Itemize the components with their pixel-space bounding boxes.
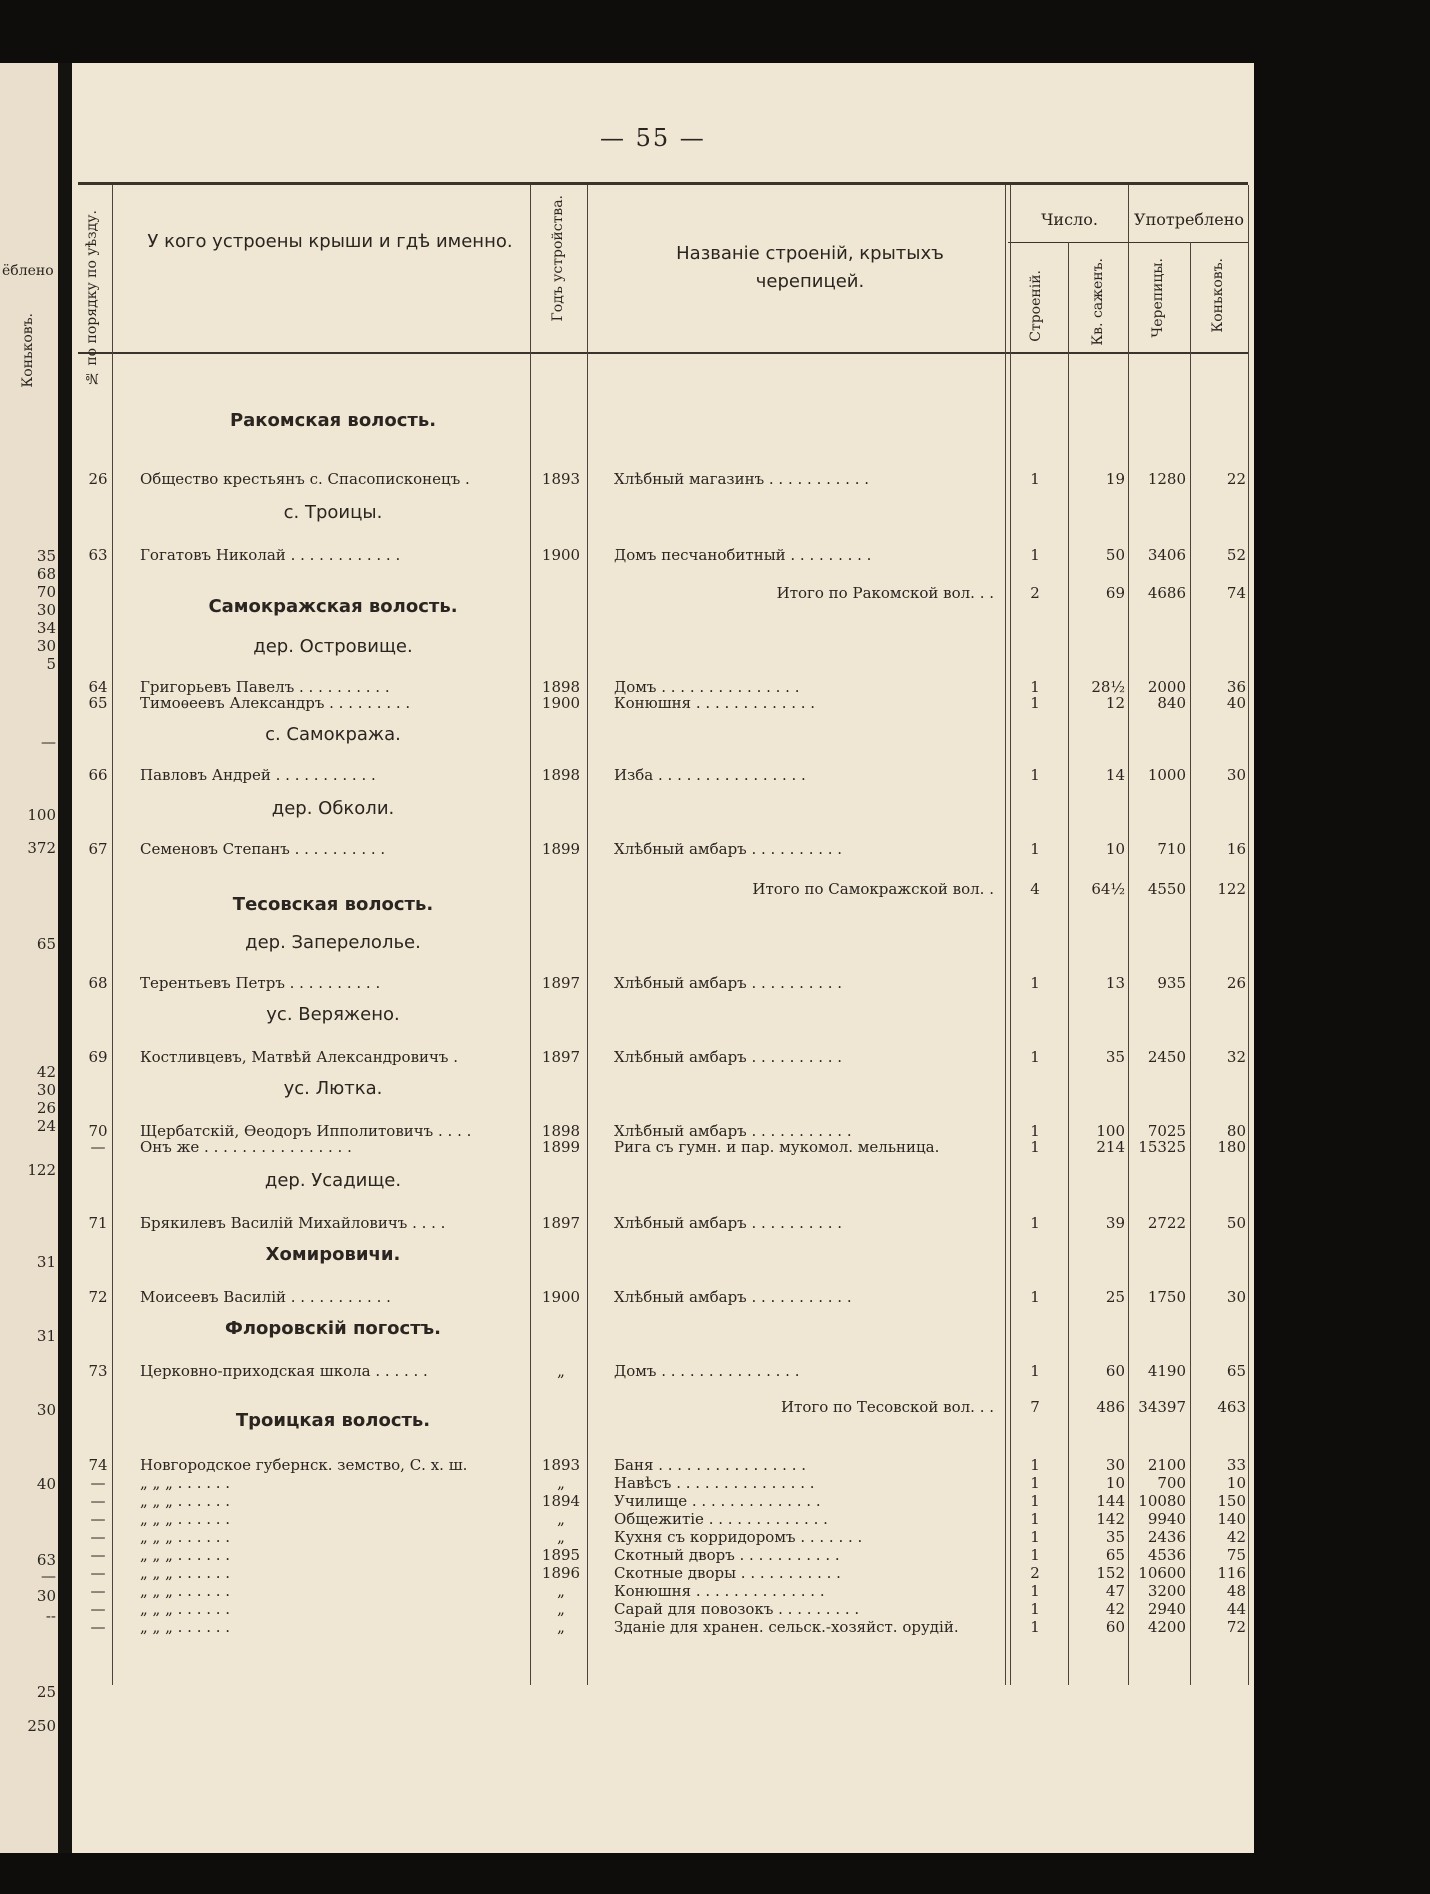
table-row (0, 974, 1260, 993)
tiles-count: 1000 (1147, 766, 1186, 784)
row-number: 68 (88, 974, 108, 992)
owner-name: „ „ „ . . . . . . (140, 1618, 231, 1636)
buildings-count: 4 (1030, 880, 1040, 898)
header-top-rule (78, 182, 1248, 185)
table-row (0, 1492, 1260, 1511)
section-heading: ус. Веряжено. (266, 1004, 400, 1025)
header-col-ridges: Коньковъ. (1210, 258, 1226, 333)
building-name: Хлѣбный амбаръ . . . . . . . . . . (614, 1048, 843, 1066)
year-built: 1896 (541, 1564, 581, 1582)
left-page-number: 30 (36, 1401, 56, 1419)
buildings-count: 1 (1030, 1600, 1040, 1618)
building-name: Общежитіе . . . . . . . . . . . . . (614, 1510, 828, 1528)
row-number: — (90, 1600, 106, 1618)
ridges-count: 463 (1217, 1398, 1246, 1416)
building-name: Домъ . . . . . . . . . . . . . . . (614, 1362, 800, 1380)
year-built: „ (557, 1362, 565, 1380)
buildings-count: 1 (1030, 678, 1040, 696)
row-number: — (90, 1618, 106, 1636)
building-name: Домъ песчанобитный . . . . . . . . . (614, 546, 872, 564)
buildings-count: 2 (1030, 584, 1040, 602)
left-page-number: 100 (27, 806, 56, 824)
header-group-count: Число. (1041, 210, 1098, 229)
owner-name: „ „ „ . . . . . . (140, 1528, 231, 1546)
header-col-who: У кого устроены крыши и гдѣ именно. (147, 231, 513, 252)
year-built: „ (557, 1474, 565, 1492)
total-row (0, 1398, 1260, 1417)
building-name: Конюшня . . . . . . . . . . . . . (614, 694, 816, 712)
table-row (0, 1564, 1260, 1583)
ridges-count: 26 (1226, 974, 1246, 992)
year-built: 1894 (541, 1492, 581, 1510)
row-number: 65 (88, 694, 108, 712)
header-col-no: № по порядку по уѣзду. (84, 210, 100, 387)
row-number: 71 (88, 1214, 108, 1232)
table-row (0, 1362, 1260, 1381)
ridges-count: 32 (1226, 1048, 1246, 1066)
table-row (0, 766, 1260, 785)
tiles-count: 7025 (1147, 1122, 1186, 1140)
sazhen-count: 64½ (1091, 880, 1125, 898)
section-heading: ус. Лютка. (283, 1078, 383, 1099)
tiles-count: 10080 (1138, 1492, 1186, 1510)
tiles-count: 4536 (1147, 1546, 1186, 1564)
year-built: 1893 (541, 470, 581, 488)
left-header-fragment: ёблено (2, 263, 54, 279)
building-name: Конюшня . . . . . . . . . . . . . . (614, 1582, 825, 1600)
header-group-used: Употреблено (1134, 210, 1244, 229)
section-heading: дер. Усадище. (264, 1170, 402, 1191)
sazhen-count: 12 (1105, 694, 1125, 712)
section-heading: Флоровскій погостъ. (224, 1318, 442, 1339)
buildings-count: 1 (1030, 470, 1040, 488)
row-number: 26 (88, 470, 108, 488)
buildings-count: 1 (1030, 766, 1040, 784)
sazhen-count: 142 (1096, 1510, 1125, 1528)
buildings-count: 1 (1030, 1510, 1040, 1528)
building-name: Кухня съ корридоромъ . . . . . . . (614, 1528, 863, 1546)
sazhen-count: 35 (1105, 1048, 1125, 1066)
tiles-count: 2100 (1147, 1456, 1186, 1474)
table-row (0, 840, 1260, 859)
building-name: Изба . . . . . . . . . . . . . . . . (614, 766, 806, 784)
left-page-number: 31 (36, 1327, 56, 1345)
row-number: — (90, 1582, 106, 1600)
ridges-count: 74 (1226, 584, 1246, 602)
left-page-number: 5 (46, 655, 56, 673)
owner-name: Онъ же . . . . . . . . . . . . . . . . (140, 1138, 352, 1156)
left-page-number: 24 (36, 1117, 56, 1135)
owner-name: „ „ „ . . . . . . (140, 1510, 231, 1528)
building-name: Рига съ гумн. и пар. мукомол. мельница. (614, 1138, 940, 1156)
row-number: 67 (88, 840, 108, 858)
ridges-count: 10 (1226, 1474, 1246, 1492)
row-number: 64 (88, 678, 108, 696)
ridges-count: 116 (1217, 1564, 1246, 1582)
sazhen-count: 42 (1105, 1600, 1125, 1618)
tiles-count: 710 (1157, 840, 1186, 858)
buildings-count: 1 (1030, 1492, 1040, 1510)
total-label: Итого по Тесовской вол. . . (780, 1398, 994, 1416)
ridges-count: 140 (1217, 1510, 1246, 1528)
owner-name: „ „ „ . . . . . . (140, 1564, 231, 1582)
header-bottom-rule (78, 352, 1248, 354)
table-row (0, 470, 1260, 489)
left-page-number: -- (45, 1607, 56, 1625)
ridges-count: 30 (1226, 766, 1246, 784)
tiles-count: 840 (1157, 694, 1186, 712)
year-built: „ (557, 1510, 565, 1528)
left-page-number: — (41, 1567, 56, 1585)
ridges-count: 48 (1226, 1582, 1246, 1600)
sazhen-count: 50 (1105, 546, 1125, 564)
owner-name: Семеновъ Степанъ . . . . . . . . . . (140, 840, 386, 858)
tiles-count: 15325 (1138, 1138, 1186, 1156)
left-page-number: 30 (36, 1081, 56, 1099)
buildings-count: 1 (1030, 1138, 1040, 1156)
buildings-count: 1 (1030, 1618, 1040, 1636)
owner-name: Моисеевъ Василій . . . . . . . . . . . (140, 1288, 391, 1306)
year-built: 1895 (541, 1546, 581, 1564)
year-built: „ (557, 1528, 565, 1546)
sazhen-count: 35 (1105, 1528, 1125, 1546)
owner-name: „ „ „ . . . . . . (140, 1492, 231, 1510)
left-page-number: 70 (36, 583, 56, 601)
table-row (0, 1048, 1260, 1067)
ridges-count: 65 (1226, 1362, 1246, 1380)
page-number: — 55 — (600, 124, 706, 152)
year-built: 1897 (541, 1214, 581, 1232)
tiles-count: 2940 (1147, 1600, 1186, 1618)
ridges-count: 22 (1226, 470, 1246, 488)
buildings-count: 1 (1030, 1048, 1040, 1066)
ridges-count: 36 (1226, 678, 1246, 696)
buildings-count: 1 (1030, 1362, 1040, 1380)
header-col-name: Названіе строеній, крытыхъ черепицей. (676, 243, 944, 292)
table-row (0, 546, 1260, 565)
building-name: Домъ . . . . . . . . . . . . . . . (614, 678, 800, 696)
building-name: Училище . . . . . . . . . . . . . . (614, 1492, 821, 1510)
year-built: 1898 (541, 1122, 581, 1140)
row-number: — (90, 1564, 106, 1582)
ridges-count: 50 (1226, 1214, 1246, 1232)
owner-name: Гогатовъ Николай . . . . . . . . . . . . (140, 546, 401, 564)
header-col-year: Годъ устройства. (550, 195, 566, 322)
table-row (0, 694, 1260, 713)
buildings-count: 1 (1030, 1528, 1040, 1546)
sazhen-count: 10 (1105, 840, 1125, 858)
buildings-count: 1 (1030, 1122, 1040, 1140)
building-name: Хлѣбный амбаръ . . . . . . . . . . . (614, 1288, 852, 1306)
ridges-count: 16 (1226, 840, 1246, 858)
left-column-label: Коньковъ. (20, 313, 36, 388)
left-page-number: 68 (36, 565, 56, 583)
tiles-count: 3406 (1147, 546, 1186, 564)
year-built: 1900 (541, 546, 581, 564)
year-built: 1899 (541, 840, 581, 858)
row-number: — (90, 1138, 106, 1156)
sazhen-count: 214 (1096, 1138, 1125, 1156)
owner-name: Григорьевъ Павелъ . . . . . . . . . . (140, 678, 390, 696)
tiles-count: 1750 (1147, 1288, 1186, 1306)
table-row (0, 1546, 1260, 1565)
tiles-count: 935 (1157, 974, 1186, 992)
sazhen-count: 486 (1096, 1398, 1125, 1416)
owner-name: Щербатскій, Ѳеодоръ Ипполитовичъ . . . . (140, 1122, 472, 1140)
sazhen-count: 30 (1105, 1456, 1125, 1474)
total-label: Итого по Самокражской вол. . (752, 880, 994, 898)
left-page-number: 25 (36, 1683, 56, 1701)
building-name: Хлѣбный амбаръ . . . . . . . . . . (614, 974, 843, 992)
left-page-number: 42 (36, 1063, 56, 1081)
section-heading: дер. Заперелолье. (245, 932, 421, 953)
owner-name: Новгородское губернск. земство, С. х. ш. (140, 1456, 468, 1474)
tiles-count: 1280 (1147, 470, 1186, 488)
header-col-tiles: Черепицы. (1150, 258, 1166, 338)
table-row (0, 1288, 1260, 1307)
tiles-count: 10600 (1138, 1564, 1186, 1582)
tiles-count: 34397 (1138, 1398, 1186, 1416)
sazhen-count: 69 (1105, 584, 1125, 602)
owner-name: Брякилевъ Василій Михайловичъ . . . . (140, 1214, 446, 1232)
ridges-count: 33 (1226, 1456, 1246, 1474)
buildings-count: 1 (1030, 1288, 1040, 1306)
left-page-number: 372 (27, 839, 56, 857)
left-page-number: 30 (36, 637, 56, 655)
sazhen-count: 39 (1105, 1214, 1125, 1232)
left-page-number: 250 (27, 1717, 56, 1735)
sazhen-count: 65 (1105, 1546, 1125, 1564)
row-number: 63 (88, 546, 108, 564)
building-name: Хлѣбный амбаръ . . . . . . . . . . . (614, 1122, 852, 1140)
tiles-count: 2000 (1147, 678, 1186, 696)
row-number: — (90, 1510, 106, 1528)
year-built: 1900 (541, 694, 581, 712)
total-row (0, 880, 1260, 899)
sazhen-count: 28½ (1091, 678, 1125, 696)
row-number: 73 (88, 1362, 108, 1380)
sazhen-count: 144 (1096, 1492, 1125, 1510)
owner-name: „ „ „ . . . . . . (140, 1474, 231, 1492)
sazhen-count: 13 (1105, 974, 1125, 992)
year-built: 1898 (541, 678, 581, 696)
ridges-count: 180 (1217, 1138, 1246, 1156)
row-number: 70 (88, 1122, 108, 1140)
table-row (0, 1456, 1260, 1475)
section-heading: Ракомская волость. (229, 410, 437, 431)
buildings-count: 2 (1030, 1564, 1040, 1582)
left-page-number: 26 (36, 1099, 56, 1117)
row-number: 66 (88, 766, 108, 784)
row-number: 69 (88, 1048, 108, 1066)
ridges-count: 40 (1226, 694, 1246, 712)
owner-name: „ „ „ . . . . . . (140, 1546, 231, 1564)
sazhen-count: 25 (1105, 1288, 1125, 1306)
sazhen-count: 10 (1105, 1474, 1125, 1492)
tiles-count: 3200 (1147, 1582, 1186, 1600)
building-name: Скотные дворы . . . . . . . . . . . (614, 1564, 841, 1582)
tiles-count: 2436 (1147, 1528, 1186, 1546)
tiles-count: 4550 (1147, 880, 1186, 898)
table-row (0, 1510, 1260, 1529)
left-page-number: 31 (36, 1253, 56, 1271)
sazhen-count: 14 (1105, 766, 1125, 784)
year-built: 1899 (541, 1138, 581, 1156)
ridges-count: 42 (1226, 1528, 1246, 1546)
left-page-number: — (41, 733, 56, 751)
section-heading: с. Самокража. (265, 724, 401, 745)
ridges-count: 30 (1226, 1288, 1246, 1306)
year-built: „ (557, 1582, 565, 1600)
owner-name: Терентьевъ Петръ . . . . . . . . . . (140, 974, 381, 992)
year-built: 1893 (541, 1456, 581, 1474)
sazhen-count: 60 (1105, 1362, 1125, 1380)
building-name: Хлѣбный магазинъ . . . . . . . . . . . (614, 470, 870, 488)
row-number: — (90, 1492, 106, 1510)
sazhen-count: 47 (1105, 1582, 1125, 1600)
row-number: — (90, 1528, 106, 1546)
left-page-number: 35 (36, 547, 56, 565)
year-built: „ (557, 1618, 565, 1636)
buildings-count: 1 (1030, 694, 1040, 712)
buildings-count: 7 (1030, 1398, 1040, 1416)
left-page-number: 65 (36, 935, 56, 953)
table-row (0, 1528, 1260, 1547)
buildings-count: 1 (1030, 1456, 1040, 1474)
year-built: 1898 (541, 766, 581, 784)
owner-name: Церковно-приходская школа . . . . . . (140, 1362, 428, 1380)
building-name: Зданіе для хранен. сельск.-хозяйст. орудій. (614, 1618, 959, 1636)
tiles-count: 9940 (1147, 1510, 1186, 1528)
row-number: 72 (88, 1288, 108, 1306)
tiles-count: 4686 (1147, 584, 1186, 602)
section-heading: Тесовская волость. (232, 894, 434, 915)
building-name: Скотный дворъ . . . . . . . . . . . (614, 1546, 840, 1564)
year-built: „ (557, 1600, 565, 1618)
total-row (0, 584, 1260, 603)
table-row (0, 1582, 1260, 1601)
ridges-count: 72 (1226, 1618, 1246, 1636)
tiles-count: 2450 (1147, 1048, 1186, 1066)
building-name: Баня . . . . . . . . . . . . . . . . (614, 1456, 807, 1474)
sazhen-count: 60 (1105, 1618, 1125, 1636)
sazhen-count: 152 (1096, 1564, 1125, 1582)
section-heading: с. Троицы. (283, 502, 383, 523)
left-page-number: 30 (36, 601, 56, 619)
ridges-count: 122 (1217, 880, 1246, 898)
section-heading: дер. Обколи. (271, 798, 395, 819)
owner-name: Общество крестьянъ с. Спасописконецъ . (140, 470, 470, 488)
ridges-count: 80 (1226, 1122, 1246, 1140)
tiles-count: 700 (1157, 1474, 1186, 1492)
total-label: Итого по Ракомской вол. . . (776, 584, 994, 602)
owner-name: Тимоѳеевъ Александръ . . . . . . . . . (140, 694, 411, 712)
header-col-sazhen: Кв. саженъ. (1090, 258, 1106, 346)
building-name: Навѣсъ . . . . . . . . . . . . . . . (614, 1474, 815, 1492)
sazhen-count: 100 (1096, 1122, 1125, 1140)
table-row (0, 1474, 1260, 1493)
tiles-count: 4200 (1147, 1618, 1186, 1636)
year-built: 1897 (541, 974, 581, 992)
building-name: Хлѣбный амбаръ . . . . . . . . . . (614, 840, 843, 858)
left-page-number: 34 (36, 619, 56, 637)
section-heading: Хомировичи. (265, 1244, 401, 1265)
buildings-count: 1 (1030, 974, 1040, 992)
ridges-count: 150 (1217, 1492, 1246, 1510)
owner-name: Костливцевъ, Матвѣй Александровичъ . (140, 1048, 459, 1066)
buildings-count: 1 (1030, 1582, 1040, 1600)
buildings-count: 1 (1030, 546, 1040, 564)
row-number: — (90, 1546, 106, 1564)
ridges-count: 75 (1226, 1546, 1246, 1564)
left-page-number: 30 (36, 1587, 56, 1605)
ridges-count: 52 (1226, 546, 1246, 564)
table-row (0, 1618, 1260, 1637)
row-number: — (90, 1474, 106, 1492)
building-name: Сарай для повозокъ . . . . . . . . . (614, 1600, 860, 1618)
owner-name: „ „ „ . . . . . . (140, 1600, 231, 1618)
owner-name: „ „ „ . . . . . . (140, 1582, 231, 1600)
table-row (0, 1138, 1260, 1157)
left-page-number: 40 (36, 1475, 56, 1493)
left-page-number: 122 (27, 1161, 56, 1179)
header-col-buildings: Строеній. (1028, 270, 1044, 342)
tiles-count: 2722 (1147, 1214, 1186, 1232)
buildings-count: 1 (1030, 840, 1040, 858)
sazhen-count: 19 (1105, 470, 1125, 488)
table-row (0, 1600, 1260, 1619)
buildings-count: 1 (1030, 1474, 1040, 1492)
row-number: 74 (88, 1456, 108, 1474)
table-row (0, 1214, 1260, 1233)
year-built: 1897 (541, 1048, 581, 1066)
section-heading: Самокражская волость. (208, 596, 458, 617)
ridges-count: 44 (1226, 1600, 1246, 1618)
building-name: Хлѣбный амбаръ . . . . . . . . . . (614, 1214, 843, 1232)
section-heading: Троицкая волость. (235, 1410, 431, 1431)
tiles-count: 4190 (1147, 1362, 1186, 1380)
left-page-number: 63 (36, 1551, 56, 1569)
section-heading: дер. Островище. (253, 636, 413, 657)
buildings-count: 1 (1030, 1546, 1040, 1564)
owner-name: Павловъ Андрей . . . . . . . . . . . (140, 766, 376, 784)
year-built: 1900 (541, 1288, 581, 1306)
buildings-count: 1 (1030, 1214, 1040, 1232)
